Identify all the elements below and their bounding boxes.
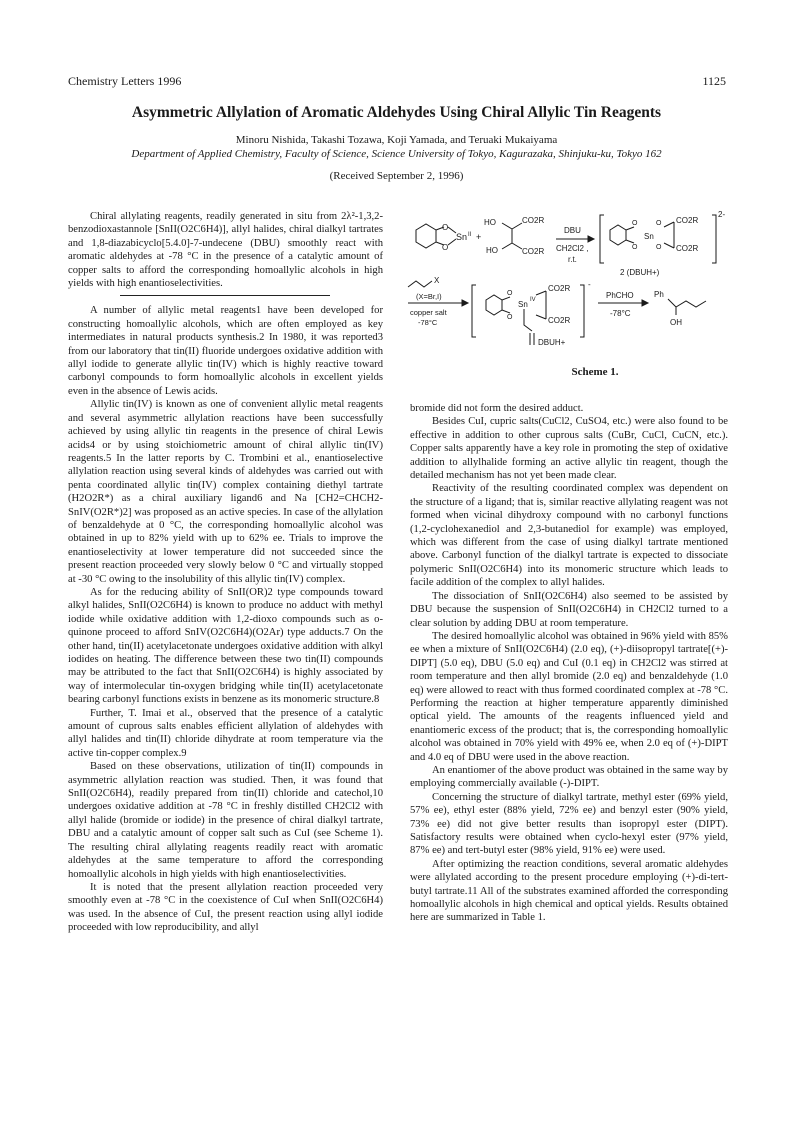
allyl-halide-structure [408, 281, 432, 287]
counterion-label: DBUH+ [538, 338, 566, 347]
svg-text:O: O [656, 220, 662, 227]
ester-label: CO2R [676, 216, 699, 225]
svg-text:O: O [632, 244, 638, 251]
svg-text:O: O [656, 244, 662, 251]
ester-label: CO2R [522, 216, 545, 225]
svg-text:O: O [507, 314, 513, 321]
paragraph: The desired homoallylic alcohol was obtained in 96% yield with 85% ee when a mixture of SnII(O2C6H4) (2.0 eq), (+)-diisopropyl tartrate[(+)-DIPT] (5.0 eq), DBU (5.0 eq) and CuI (0.1 eq) in CH2Cl2 was stirred at room temperature and then allyl bromide (2.0 eq) and benzaldehyde (1.0 eq) were allowed to react with thus formed coordinated complex at -78 °C. Performing the reaction at higher temperature apparently diminished optical yield. The amounts of the reagents influenced yield and enantiomeric excess of the product; that is, the corresponding homoallylic alcohol was obtained in 70% yield with 49% ee, when 2.0 eq of (+)-DIPT and 4.0 eq of DBU were used in the above reaction. [410, 630, 728, 763]
right-column [410, 402, 728, 925]
paragraph: Concerning the structure of dialkyl tartrate, methyl ester (69% yield, 57% ee), ethyl ester (88% yield, 72% ee) and benzyl ester (90% yield, 73% ee) did not give better results than isopropyl ester (DIPT). Satisfactory results were obtained when cyclo-hexyl ester (97% yield, 87% ee) and tert-butyl ester (98% yield, 91% ee) were used. [410, 791, 728, 857]
svg-text:O: O [442, 223, 449, 232]
ester-label: CO2R [522, 247, 545, 256]
page-number: 1125 [702, 74, 726, 88]
paper-title: Asymmetric Allylation of Aromatic Aldehydes Using Chiral Allylic Tin Reagents [131, 104, 662, 121]
paragraph: The dissociation of SnII(O2C6H4) also seemed to be assisted by DBU because the suspension of SnII(O2C6H4) in CH2Cl2 turned to a clear solution by adding DBU at room temperature. [410, 590, 728, 629]
reagent-aldehyde: PhCHO [606, 291, 634, 300]
catechol-stannylene-structure [416, 224, 456, 248]
halide-definition: (X=Br,I) [416, 292, 442, 301]
paragraph: Allylic tin(IV) is known as one of convenient allylic metal reagents and several asymmetric allylation reactions have been successfully achieved by using allylic tin reagents in the presence of chiral Lewis acids4 or by using stoichiometric amount of chiral allylic tin(IV) reagents.5 In the latter reports by C. Trombini et al., enantioselective allylation reaction using several kinds of aldehydes was carried out with penta coordinated allylic tin(IV) complex containing diethyl tartrate (H2O2R*) as a chiral auxiliary ligand6 and Na [CH2=CHCH2-SnIV(O2R*)2] was proposed as an active species. In case of the allylation of benzaldehyde at 0 °C, the corresponding homoallylic alcohol was obtained in up to 82% yield with up to 62% ee. Trials to improve the enantioselectivity at lower temperature did not succeeded since the present reaction proceeded very slowly below 0 °C and virtually stopped at -30 °C owing to the insolubility of this allylic tin(IV) complex. [68, 399, 383, 585]
phenyl-label: Ph [654, 290, 664, 299]
allyl-stannate-structure [472, 285, 584, 345]
tin-label: Sn [456, 232, 468, 242]
ester-label: CO2R [548, 284, 571, 293]
paragraph: Besides CuI, cupric salts(CuCl2, CuSO4, etc.) were also found to be effective in addition to other cuprous salts (CuBr, CuCl, CuCN, etc.). Copper salts apparently have a key role in promoting the step of oxidative addition to allylhalide forming an active allylic tin reagent, though the detailed mechanism has not yet been made clear. [410, 416, 728, 482]
paragraph: As for the reducing ability of SnII(OR)2 type compounds toward alkyl halides, SnII(O2C6H4) is known to produce no adduct with methyl iodide while oxidative addition with 1,2-dioxo compounds such as o-quinone proceed to afford SnIV(O2C6H4)(O2Ar) type adducts.7 On the other hand, tin(II) acetylacetonate undergoes oxidative addition with alkyl iodides on heating. The difference between these two tin(II) compounds may be attributed to the fact that SnII(O2C6H4) is highly associated by way of intermolecular tin-oxygen bridging while tin(II) acetylacetonate bearing carbonyl functions exists in benzene as its monomeric structure.8 [68, 586, 383, 706]
paragraph: Reactivity of the resulting coordinated complex was dependent on the structure of a ligand; that is, similar reactive allylating reagent was not formed when vicinal dihydroxy compound with no carbonyl functions (1,2-cyclohexanediol and 2,3-butanediol for example) was employed, which was different from the case of using dialkyl tartrate mentioned above. Carbonyl function of the dialkyl tartrate is expected to dissociate polymeric SnII(O2C6H4) into its monomeric structure which leads to facile addition of the complex to allyl halides. [410, 483, 728, 589]
temperature-label: -78°C [610, 309, 631, 318]
svg-text:O: O [632, 220, 638, 227]
paragraph: bromide did not form the desired adduct. [410, 403, 584, 414]
ester-label: CO2R [548, 316, 571, 325]
paragraph: Further, T. Imai et al., observed that the presence of a catalytic amount of cuprous salts enables efficient allylation of aldehydes with allyl halides and tin(II) chloride dihydrate at room temperature via the active tin-copper complex.9 [68, 707, 383, 759]
ester-label: CO2R [676, 244, 699, 253]
svg-text:O: O [507, 290, 513, 297]
reagent-dbu: DBU [564, 226, 581, 235]
paragraph: A number of allylic metal reagents1 have been developed for constructing homoallylic alcohols, which are often employed as key intermediates in natural products synthesis.2 In 1980, it was reported3 from our laboratory that tin(II) fluoride undergoes oxidative addition with allyl iodide to generate allylic tin(IV) which is highly reactive toward carbonyl compounds to form homoallylic alcohols in excellent yields even in the absence of Lewis acids. [68, 305, 383, 397]
catalyst-label: copper salt [410, 308, 447, 317]
paragraph: After optimizing the reaction conditions, several aromatic aldehydes were allylated according to the present procedure employing (+)-di-tert-butyl tartrate.11 All of the substrates examined afforded the corresponding homoallylic alcohols in high chemical and optical yields. Results obtained here are summarized in Table 1. [410, 858, 728, 924]
tin-oxidation-label: II [468, 232, 472, 238]
svg-text:Sn: Sn [644, 232, 654, 241]
svg-text:O: O [442, 243, 449, 252]
affiliation: Department of Applied Chemistry, Faculty of Science, Science University of Tokyo, Kagurazaka, Shinjuku-ku, Tokyo 162 [131, 148, 662, 160]
plus-sign: + [476, 232, 482, 242]
tin-oxidation-label: IV [530, 297, 536, 303]
received-date: (Received September 2, 1996) [329, 170, 464, 182]
scheme-1-figure [406, 205, 736, 365]
authors: Minoru Nishida, Takashi Tozawa, Koji Yamada, and Teruaki Mukaiyama [235, 134, 558, 146]
hydroxy-label: HO [484, 218, 496, 227]
solvent-label: CH2Cl2 , [556, 244, 589, 253]
hydroxy-label: OH [670, 318, 682, 327]
journal-name: Chemistry Letters 1996 [68, 74, 182, 88]
left-column [68, 210, 383, 935]
charge-label: - [588, 280, 591, 289]
paragraph: Based on these observations, utilization of tin(II) compounds in asymmetric allylation reaction was studied. Then, it was found that SnII(O2C6H4), readily prepared from tin(II) chloride and catechol,10 undergoes oxidative addition at -78 °C in freshly distilled CH2Cl2 with allyl halide (bromide or iodide) in the presence of chiral dialkyl tartrate, DBU and a catalytic amount of copper salt such as CuI (see Scheme 1). The resulting chiral allylating reagents readily react with aromatic aldehydes at the same temperature to afford the corresponding homoallylic alcohols in high yields with high enantioselectivities. [68, 761, 383, 880]
charge-label: 2- [718, 210, 726, 219]
homoallylic-alcohol-structure [668, 299, 706, 315]
counterion-label: 2 (DBUH+) [620, 268, 660, 277]
abstract-divider [120, 295, 330, 296]
scheme-caption: Scheme 1. [571, 366, 619, 378]
temperature-label: r.t. [568, 255, 577, 264]
hydroxy-label: HO [486, 246, 498, 255]
paragraph: An enantiomer of the above product was obtained in the same way by employing commercially available (-)-DIPT. [410, 764, 728, 790]
temperature-label: -78°C [418, 318, 438, 327]
tartrate-structure [502, 223, 522, 249]
paragraph: It is noted that the present allylation reaction proceeded very smoothly even at -78 °C in the coexistence of CuI when SnII(O2C6H4) was used. In the absence of CuI, the present reaction using allyl iodide proceeded with low reproducibility, and allyl [68, 881, 383, 934]
halide-label: X [434, 276, 440, 285]
svg-text:Sn: Sn [518, 300, 528, 309]
abstract: Chiral allylating reagents, readily generated in situ from 2λ²-1,3,2-benzodioxastannole [SnII(O2C6H4)], allyl halides, chiral dialkyl tartrates and 1,8-diazabicyclo[5.4.0]-7-undecene (DBU) smoothly react with aromatic aldehydes at -78 °C in the presence of a catalytic amount of copper salts to afford the corresponding homoallylic alcohols in high yields with high enantioselectivities. [68, 211, 383, 290]
